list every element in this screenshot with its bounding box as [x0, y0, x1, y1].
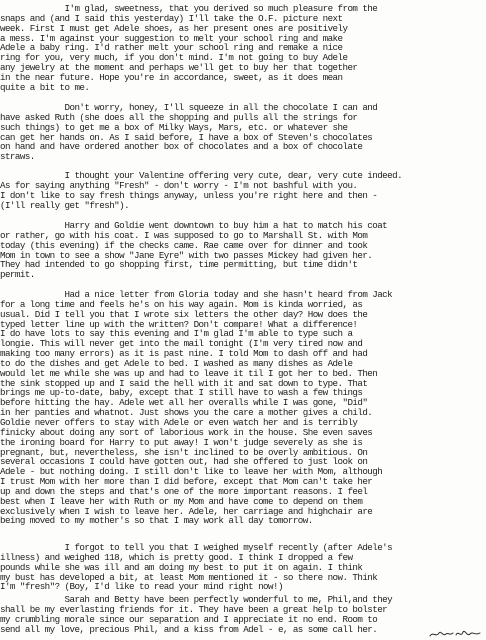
handwritten-signature	[428, 626, 484, 640]
text-line: Don't worry, honey, I'll squeeze in all the chocolate I can and	[0, 103, 378, 113]
text-line: have asked Ruth (she does all the shopping and pulls all the strings for	[0, 112, 358, 123]
text-line: I forgot to tell you that I weighed myself recently (after Adele's	[0, 543, 393, 553]
text-line: or rather, go with his coat. I was supposed to go to Marshall St. with Mom	[0, 230, 368, 241]
text-line: typed letter line up with the written? Don't compare! What a difference!	[0, 319, 358, 330]
text-line: snaps and (and I said this yesterday) I'll take the O.F. picture next	[0, 13, 343, 24]
text-line: ring for you, very much, if you don't mind. I'm not going to buy Adele	[0, 53, 348, 64]
text-line: Mom in town to see a show "Jane Eyre" with two passes Mickey had given her.	[0, 250, 373, 261]
text-line: permit.	[0, 270, 35, 281]
text-line: quite a bit to me.	[0, 82, 90, 93]
text-line: As for saying anything "Fresh" - don't worry - I'm not bashful with you.	[0, 180, 358, 191]
text-line: in the near future. Hope you're in accordance, sweet, as it does mean	[0, 72, 343, 83]
text-line: send all my love, precious Phil, and a kiss from Adel - e, as some call her.	[0, 624, 378, 635]
text-line: Adele a baby ring. I'd rather melt your school ring and remake a nice	[0, 43, 343, 54]
paragraph-weight	[0, 543, 486, 592]
text-line: Had a nice letter from Gloria today and she hasn't heard from Jack	[0, 290, 393, 300]
text-line: a mess. I'm against your suggestion to melt your school ring and make	[0, 33, 343, 44]
text-line: best when I leave her with Ruth or my Mom and have come to depend on them	[0, 496, 363, 507]
text-line: several occasions I could have gotten out, had she offered to just look on	[0, 457, 368, 468]
paragraph-valentine	[0, 171, 486, 210]
paragraph-sarah-betty	[0, 595, 486, 634]
text-line: in her panties and whatnot. Just shows you the care a mother gives a child.	[0, 408, 373, 418]
text-line: being moved to my mother's so that I may work all day tomorrow.	[0, 516, 313, 527]
text-line: longie. This will never get into the mail tonight (I'm very tired now and	[0, 339, 363, 350]
text-line: the ironing board for Harry to put away! I won't judge severely as she is	[0, 437, 363, 448]
text-line: They had intended to go shopping first, time permitting, but time didn't	[0, 260, 358, 271]
text-line: pregnant, but, nevertheless, she isn't inclined to be overly ambitious. On	[0, 447, 368, 458]
text-line: (I'll really get "fresh").	[0, 200, 130, 211]
text-line: illness) and weighed 118, which is pretty good. I think I dropped a few	[0, 552, 353, 563]
text-line: usual. Did I tell you that I wrote six letters the other day? How does the	[0, 309, 368, 320]
text-line: week. First I must get Adele shoes, as her present ones are positively	[0, 23, 348, 34]
text-line: on hand and have ordered another box of chocolates and a box of chocolate	[0, 142, 363, 153]
text-line: any jewelry at the moment and perhaps we'll get to buy her that together	[0, 63, 358, 73]
text-line: I'm glad, sweetness, that you derived so much pleasure from the	[0, 4, 378, 14]
text-line: Goldie never offers to stay with Adele or even watch her and is terribly	[0, 417, 358, 428]
text-line: such things) to get me a box of Milky Ways, Mars, etc. or whatever she	[0, 122, 348, 133]
paragraph-snaps	[0, 4, 486, 93]
text-line: I trust Mom with her more than I did before, except that Mom can't take her	[0, 477, 373, 487]
text-line: my bust has developed a bit, at least Mom mentioned it - so there now. Think	[0, 572, 378, 583]
text-line: would let me while she was up and had to leave it til I got her to bed. Then	[0, 368, 378, 379]
text-line: today (this evening) if the checks came. Rae came over for dinner and took	[0, 240, 368, 251]
text-line: shall be my everlasting friends for it. They have been a great help to bolster	[0, 604, 388, 615]
paragraph-gloria	[0, 290, 486, 526]
text-line: I don't like to say fresh things anyway, unless you're right here and then -	[0, 190, 378, 201]
text-line: up and down the steps and that's one of the more important reasons. I feel	[0, 486, 368, 497]
text-line: can get her hands on. As I said before, I have a box of Steven's chocolates	[0, 132, 373, 143]
text-line: straws.	[0, 152, 35, 163]
text-line: Harry and Goldie went downtown to buy him a hat to match his coat	[0, 221, 388, 231]
text-line: pounds while she was ill and am doing my best to put it on again. I think	[0, 562, 363, 573]
text-line: my crumbling morale since our separation and I appreciate it no end. Room to	[0, 614, 378, 625]
text-line: Adele - but nothing doing. I still don't like to leave her with Mom, although	[0, 467, 383, 478]
text-line: exclusively when I wish to leave her. Adele, her carriage and highchair are	[0, 506, 373, 517]
text-line: for a long time and feels he's on his way again. Mom is kinda worried, as	[0, 299, 363, 310]
text-line: before hitting the hay. Adele wet all her overalls while I was gone, "Did"	[0, 398, 368, 409]
text-line: to do the dishes and get Adele to bed. I washed as many dishes as Adele	[0, 358, 353, 369]
text-line: brings me up-to-date, baby, except that I still have to wash a few things	[0, 388, 363, 399]
paragraph-harry-goldie	[0, 221, 486, 280]
text-line: I do have lots to say this evening and I'm glad I'm able to type such a	[0, 329, 353, 340]
text-line: making too many errors) as it is past nine. I told Mom to dash off and had	[0, 349, 368, 359]
text-line: the sink stopped up and I said the hell with it and sat down to type. That	[0, 378, 368, 389]
text-line: Sarah and Betty have been perfectly wonderful to me, Phil,and they	[0, 595, 393, 605]
text-line: finicky about doing any sort of laborious work in the house. She even saves	[0, 427, 373, 438]
text-line: I'm "fresh"? (Boy, I'd like to read your mind right now!)	[0, 582, 283, 593]
text-line: I thought your Valentine offering very cute, dear, very cute indeed.	[0, 171, 403, 181]
paragraph-chocolate	[0, 103, 486, 162]
